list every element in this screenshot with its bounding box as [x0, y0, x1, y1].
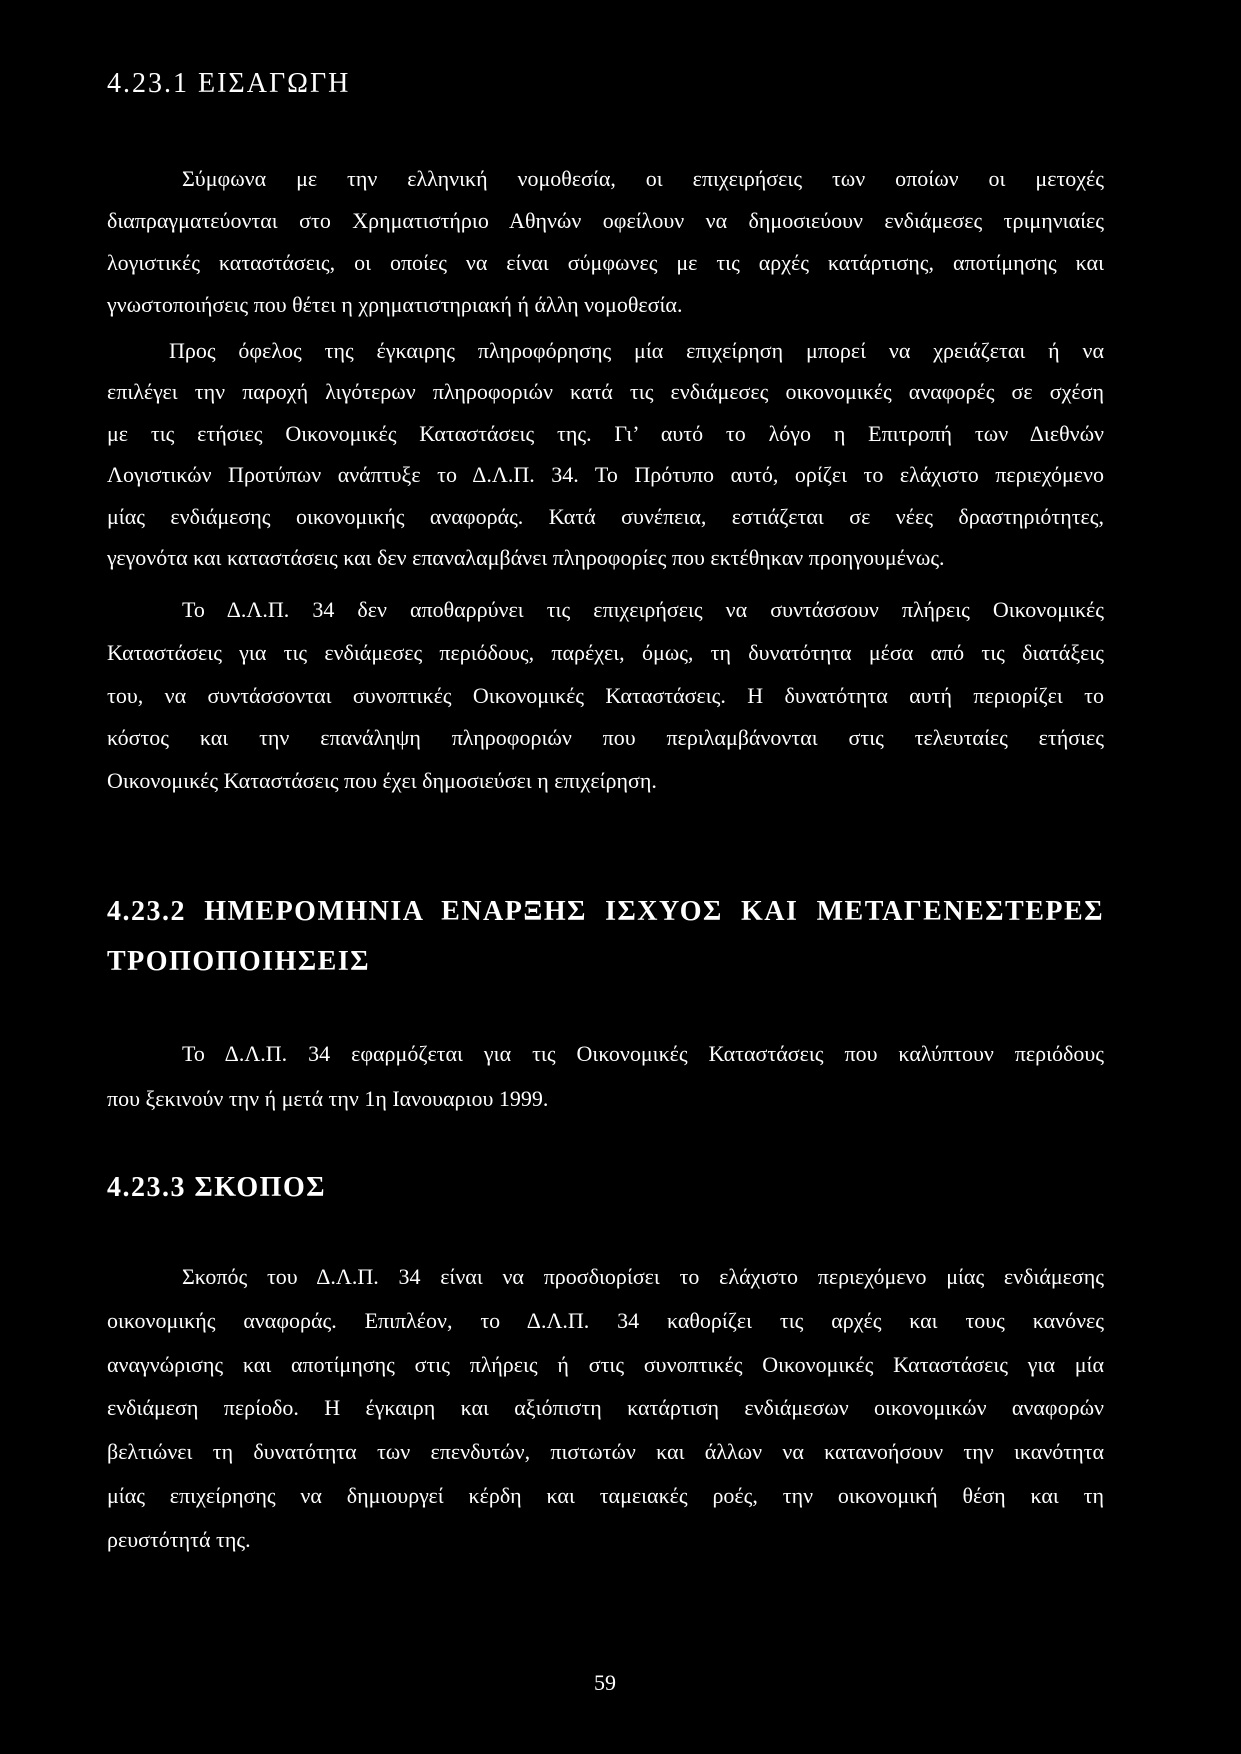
paragraph-line: Σκοπός του Δ.Λ.Π. 34 είναι να προσδιορίσει το ελάχιστο περιεχόμενο μίας ενδιάμεσης	[182, 1264, 1104, 1289]
paragraph-line: ρευστότητά της.	[107, 1526, 251, 1552]
paragraph	[107, 330, 1104, 578]
paragraph-line: Το Δ.Λ.Π. 34 εφαρμόζεται για τις Οικονομικές Καταστάσεις που καλύπτουν περιόδους	[182, 1041, 1104, 1066]
paragraph-line: Οικονομικές Καταστάσεις που έχει δημοσιεύσει η επιχείρηση.	[107, 768, 657, 794]
paragraph-line: διαπραγματεύονται στο Χρηματιστήριο Αθηνών οφείλουν να δημοσιεύουν ενδιάμεσες τριμηνιαίες	[107, 208, 1104, 233]
heading-line: ΤΡΟΠΟΠΟΙΗΣΕΙΣ	[107, 946, 371, 977]
paragraph-line: Λογιστικών Προτύπων ανάπτυξε το Δ.Λ.Π. 34. Το Πρότυπο αυτό, ορίζει το ελάχιστο περιεχόμενο	[107, 462, 1104, 488]
paragraph	[107, 1255, 1104, 1562]
paragraph-line: με τις ετήσιες Οικονομικές Καταστάσεις της. Γι’ αυτό το λόγο η Επιτροπή των Διεθνών	[107, 420, 1104, 446]
heading-line: 4.23.2 ΗΜΕΡΟΜΗΝΙΑ ΕΝΑΡΞΗΣ ΙΣΧΥΟΣ ΚΑΙ ΜΕΤΑΓΕΝΕΣΤΕΡΕΣ	[107, 896, 1104, 927]
paragraph-line: μίας ενδιάμεσης οικονομικής αναφοράς. Κατά συνέπεια, εστιάζεται σε νέες δραστηριότητες,	[107, 503, 1104, 529]
paragraph-line: λογιστικές καταστάσεις, οι οποίες να είναι σύμφωνες με τις αρχές κατάρτισης, αποτίμησης και	[107, 250, 1104, 275]
paragraph-line: μίας επιχείρησης να δημιουργεί κέρδη και ταμειακές ροές, την οικονομική θέση και τη	[107, 1482, 1104, 1508]
paragraph-line: Σύμφωνα με την ελληνική νομοθεσία, οι επιχειρήσεις των οποίων οι μετοχές	[182, 166, 1104, 191]
paragraph-line: γνωστοποιήσεις που θέτει η χρηματιστηριακή ή άλλη νομοθεσία.	[107, 292, 683, 317]
section-heading-effective-date	[107, 887, 1104, 987]
paragraph	[107, 1032, 1104, 1122]
paragraph-line: κόστος και την επανάληψη πληροφοριών που περιλαμβάνονται στις τελευταίες ετήσιες	[107, 725, 1104, 751]
paragraph-line: βελτιώνει τη δυνατότητα των επενδυτών, πιστωτών και άλλων να κατανοήσουν την ικανότητα	[107, 1439, 1104, 1465]
section-heading-introduction: 4.23.1 ΕΙΣΑΓΩΓΗ	[107, 68, 351, 99]
paragraph-line: Το Δ.Λ.Π. 34 δεν αποθαρρύνει τις επιχειρήσεις να συντάσσουν πλήρεις Οικονομικές	[182, 597, 1104, 622]
section-heading-objective: 4.23.3 ΣΚΟΠΟΣ	[107, 1172, 327, 1203]
paragraph-line: οικονομικής αναφοράς. Επιπλέον, το Δ.Λ.Π. 34 καθορίζει τις αρχές και τους κανόνες	[107, 1307, 1104, 1333]
paragraph-line: αναγνώρισης και αποτίμησης στις πλήρεις ή στις συνοπτικές Οικονομικές Καταστάσεις για μία	[107, 1351, 1104, 1377]
paragraph-line: γεγονότα και καταστάσεις και δεν επαναλαμβάνει πληροφορίες που εκτέθηκαν προηγουμένως.	[107, 545, 945, 571]
paragraph-line: επιλέγει την παροχή λιγότερων πληροφοριών κατά τις ενδιάμεσες οικονομικές αναφορές σε σχέση	[107, 379, 1104, 405]
paragraph-line: του, να συντάσσονται συνοπτικές Οικονομικές Καταστάσεις. Η δυνατότητα αυτή περιορίζει το	[107, 682, 1104, 708]
page-number: 59	[594, 1670, 616, 1695]
paragraph-line: ενδιάμεση περίοδο. Η έγκαιρη και αξιόπιστη κατάρτιση ενδιάμεσων οικονομικών αναφορών	[107, 1395, 1104, 1421]
paragraph-line: που ξεκινούν την ή μετά την 1η Ιανουαριου 1999.	[107, 1085, 549, 1111]
paragraph	[107, 589, 1104, 803]
paragraph	[107, 158, 1104, 326]
paragraph-line: Προς όφελος της έγκαιρης πληροφόρησης μία επιχείρηση μπορεί να χρειάζεται ή να	[169, 338, 1104, 363]
paragraph-line: Καταστάσεις για τις ενδιάμεσες περιόδους, παρέχει, όμως, τη δυνατότητα μέσα από τις διατάξεις	[107, 639, 1104, 665]
